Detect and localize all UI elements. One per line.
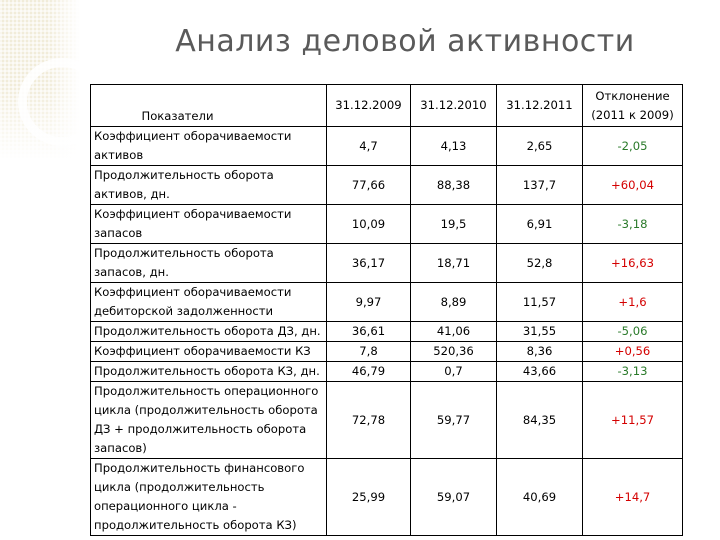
header-deviation-line1: Отклонение [595,88,670,103]
row-label: Продолжительность оборота активов, дн. [91,166,327,205]
table-row [91,283,683,322]
row-label: Продолжительность оборота запасов, дн. [91,244,327,283]
value-2010: 41,06 [411,322,497,342]
value-2011: 6,91 [497,205,583,244]
table-row [91,342,683,362]
value-2010: 520,36 [411,342,497,362]
value-2011: 8,36 [497,342,583,362]
row-label: Коэффициент оборачиваемости КЗ [91,342,327,362]
value-deviation: +11,57 [583,382,683,459]
row-label: Продолжительность финансового цикла (продолжительность операционного цикла - продолжительность оборота КЗ) [91,459,327,536]
value-2009: 9,97 [327,283,411,322]
value-deviation: +16,63 [583,244,683,283]
value-2009: 7,8 [327,342,411,362]
value-2010: 59,07 [411,459,497,536]
table-row [91,127,683,166]
value-deviation: +60,04 [583,166,683,205]
value-2009: 46,79 [327,362,411,382]
value-2010: 18,71 [411,244,497,283]
table-body [91,85,683,536]
activity-table [90,84,683,536]
value-2009: 36,17 [327,244,411,283]
table-row [91,205,683,244]
header-2010: 31.12.2010 [411,85,497,127]
table-row [91,362,683,382]
value-deviation: +0,56 [583,342,683,362]
table-row [91,166,683,205]
value-deviation: -5,06 [583,322,683,342]
row-label: Коэффициент оборачиваемости активов [91,127,327,166]
row-label: Продолжительность операционного цикла (продолжительность оборота ДЗ + продолжительность оборота запасов) [91,382,327,459]
value-2011: 11,57 [497,283,583,322]
row-label: Коэффициент оборачиваемости дебиторской задолженности [91,283,327,322]
value-2009: 72,78 [327,382,411,459]
value-deviation: -2,05 [583,127,683,166]
value-2010: 59,77 [411,382,497,459]
header-deviation [583,85,683,127]
value-deviation: -3,13 [583,362,683,382]
value-deviation: -3,18 [583,205,683,244]
value-2010: 88,38 [411,166,497,205]
value-2009: 4,7 [327,127,411,166]
value-2009: 10,09 [327,205,411,244]
value-2011: 52,8 [497,244,583,283]
value-2009: 25,99 [327,459,411,536]
value-deviation: +14,7 [583,459,683,536]
header-row [91,85,683,127]
value-2011: 84,35 [497,382,583,459]
table-row [91,322,683,342]
header-2009: 31.12.2009 [327,85,411,127]
header-2011: 31.12.2011 [497,85,583,127]
value-2011: 43,66 [497,362,583,382]
slide-title: Анализ деловой активности [175,24,635,59]
value-deviation: +1,6 [583,283,683,322]
value-2011: 137,7 [497,166,583,205]
value-2011: 2,65 [497,127,583,166]
value-2010: 19,5 [411,205,497,244]
value-2010: 0,7 [411,362,497,382]
table-row [91,382,683,459]
row-label: Коэффициент оборачиваемости запасов [91,205,327,244]
value-2011: 40,69 [497,459,583,536]
value-2009: 77,66 [327,166,411,205]
row-label: Продолжительность оборота КЗ, дн. [91,362,327,382]
header-deviation-line2: (2011 к 2009) [591,107,674,122]
value-2010: 4,13 [411,127,497,166]
row-label: Продолжительность оборота ДЗ, дн. [91,322,327,342]
value-2011: 31,55 [497,322,583,342]
header-indicator: Показатели [91,85,327,127]
value-2009: 36,61 [327,322,411,342]
table-row [91,244,683,283]
value-2010: 8,89 [411,283,497,322]
table-row [91,459,683,536]
